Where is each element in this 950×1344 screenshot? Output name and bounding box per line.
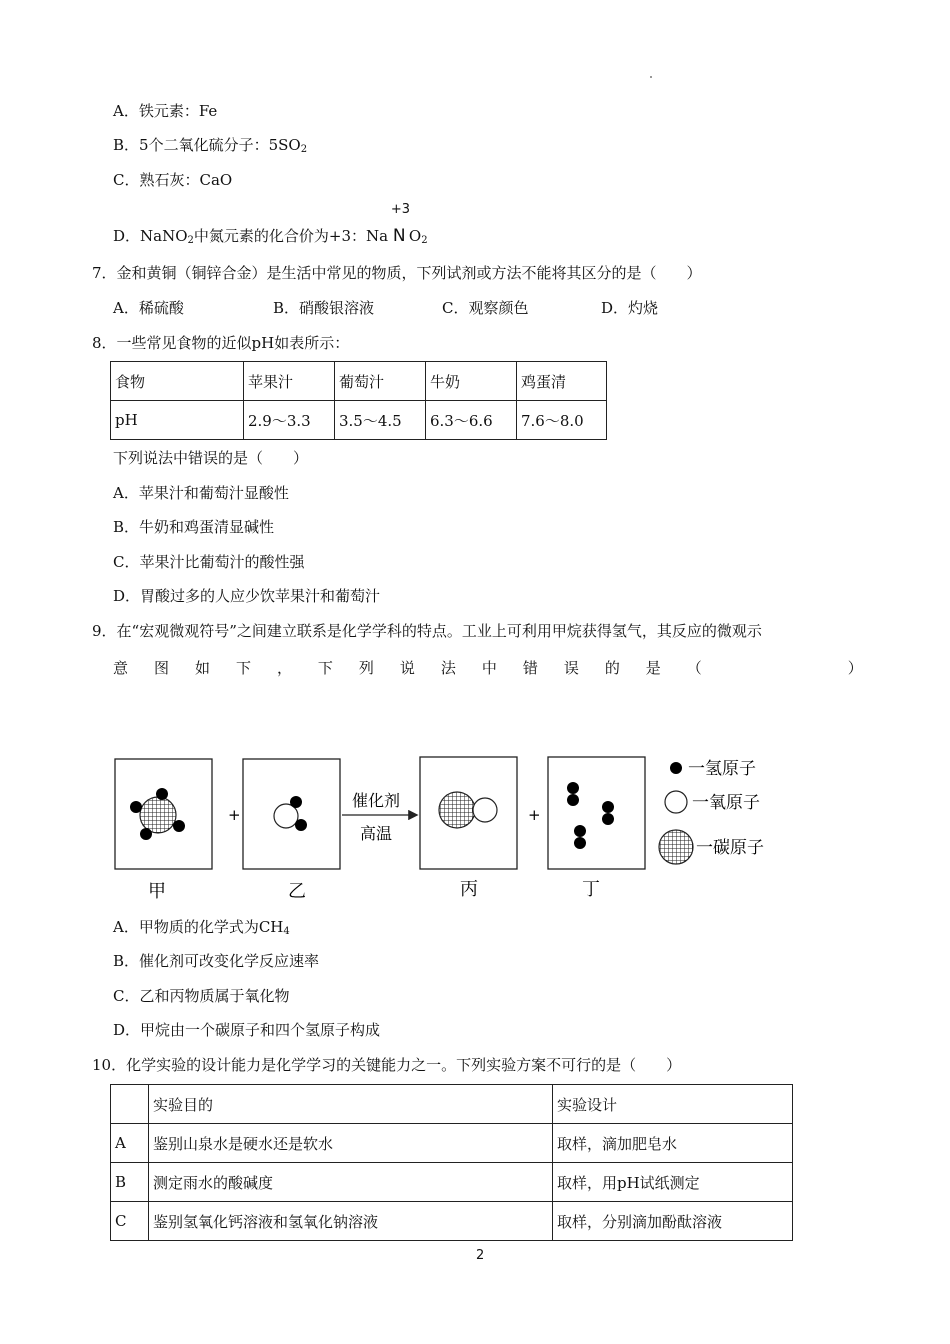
plus-sign: + xyxy=(228,806,241,824)
scan-dot xyxy=(650,76,652,78)
label-jia: 甲 xyxy=(148,881,166,902)
hydrogen-atom xyxy=(173,820,185,832)
table-cell: 苹果汁 xyxy=(244,362,335,401)
q8-option-c: C．苹果汁比葡萄汁的酸性强 xyxy=(113,553,305,571)
table-cell: 鉴别山泉水是硬水还是软水 xyxy=(149,1124,553,1163)
carbon-atom xyxy=(140,797,176,833)
table-row xyxy=(111,1124,793,1163)
q7-option-b: B．硝酸银溶液 xyxy=(273,299,375,317)
q9-option-a: A．甲物质的化学式为$CH_4$ xyxy=(113,918,290,937)
table-cell: 鉴别氢氧化钙溶液和氢氧化钠溶液 xyxy=(149,1202,553,1241)
legend-hydrogen-icon xyxy=(670,762,682,774)
hydrogen-atom xyxy=(574,825,586,837)
table-cell: 取样，分别滴加酚酞溶液 xyxy=(553,1202,793,1241)
table-cell xyxy=(111,1085,149,1124)
q7-option-d: D．灼烧 xyxy=(601,299,659,317)
label-yi: 乙 xyxy=(288,881,306,902)
q8-option-d: D．胃酸过多的人应少饮苹果汁和葡萄汁 xyxy=(113,587,381,605)
hydrogen-atom xyxy=(290,796,302,808)
condition-label: 高温 xyxy=(360,824,393,843)
q9-option-c: C．乙和丙物质属于氧化物 xyxy=(113,987,290,1005)
table-cell: pH xyxy=(111,401,244,440)
table-row xyxy=(111,1085,793,1124)
table-row xyxy=(111,1202,793,1241)
q6-option-c: C．熟石灰：CaO xyxy=(113,171,233,189)
q8-option-b: B．牛奶和鸡蛋清显碱性 xyxy=(113,518,275,536)
hydrogen-atom xyxy=(130,801,142,813)
table-row xyxy=(111,1163,793,1202)
table-cell: 鸡蛋清 xyxy=(517,362,607,401)
hydrogen-atom xyxy=(140,828,152,840)
hydrogen-atom xyxy=(567,794,579,806)
q7-option-a: A．稀硫酸 xyxy=(113,299,184,317)
table-row xyxy=(111,362,607,401)
table-row xyxy=(111,401,607,440)
page-number: 2 xyxy=(476,1248,485,1263)
q9-stem-line1: 9．在“宏观微观符号”之间建立联系是化学学科的特点。工业上可利用甲烷获得氢气，其反应的微观示 xyxy=(92,622,762,640)
ph-table xyxy=(110,361,607,440)
table-cell: 牛奶 xyxy=(426,362,517,401)
hydrogen-atom xyxy=(602,813,614,825)
hydrogen-molecules xyxy=(567,782,614,849)
q9-option-d: D．甲烷由一个碳原子和四个氢原子构成 xyxy=(113,1021,381,1039)
table-cell: B xyxy=(111,1163,149,1202)
q8-stem: 8．一些常见食物的近似pH如表所示： xyxy=(92,334,350,352)
table-cell: 2.9～3.3 xyxy=(244,401,335,440)
table-cell: 6.3～6.6 xyxy=(426,401,517,440)
q7-option-c: C．观察颜色 xyxy=(442,299,529,317)
table-cell: A xyxy=(111,1124,149,1163)
carbon-atom xyxy=(439,792,475,828)
oxygen-atom xyxy=(473,798,497,822)
box-ding xyxy=(548,757,645,869)
label-ding: 丁 xyxy=(582,879,600,900)
q10-stem: 10．化学实验的设计能力是化学学习的关键能力之一。下列实验方案不可行的是（ ） xyxy=(92,1056,682,1074)
table-cell: 食物 xyxy=(111,362,244,401)
q6-option-a: A．铁元素：Fe xyxy=(113,102,218,120)
legend-oxygen-icon xyxy=(665,791,687,813)
table-cell: 取样，用pH试纸测定 xyxy=(553,1163,793,1202)
label-bing: 丙 xyxy=(460,879,478,900)
q6-option-b: B．5个二氧化硫分子：$5SO_2$ xyxy=(113,136,308,155)
table-cell: 实验目的 xyxy=(149,1085,553,1124)
table-cell: 取样，滴加肥皂水 xyxy=(553,1124,793,1163)
reaction-diagram xyxy=(100,740,790,910)
table-cell: 测定雨水的酸碱度 xyxy=(149,1163,553,1202)
q8-prompt: 下列说法中错误的是（ ） xyxy=(113,449,309,467)
legend-carbon: 一碳原子 xyxy=(696,838,764,858)
experiment-table xyxy=(110,1084,793,1241)
hydrogen-atom xyxy=(156,788,168,800)
table-cell: 3.5～4.5 xyxy=(335,401,426,440)
q7-stem: 7．金和黄铜（铜锌合金）是生活中常见的物质，下列试剂或方法不能将其区分的是（ ） xyxy=(92,264,702,282)
hydrogen-atom xyxy=(574,837,586,849)
hydrogen-atom xyxy=(602,801,614,813)
legend-hydrogen: 一氢原子 xyxy=(688,759,756,779)
legend-oxygen: 一氧原子 xyxy=(692,793,760,813)
legend-carbon-icon xyxy=(659,830,693,864)
plus-sign: + xyxy=(528,806,541,824)
carbon-monoxide-molecule xyxy=(439,792,497,828)
catalyst-label: 催化剂 xyxy=(352,791,401,810)
q8-option-a: A．苹果汁和葡萄汁显酸性 xyxy=(113,484,289,502)
q6-option-d: D．NaNO$_2$中氮元素的化合价为+3：Na +3 N $O_2$ xyxy=(113,202,428,246)
table-cell: C xyxy=(111,1202,149,1241)
q9-stem-line2: 意 图 如 下 ， 下 列 说 法 中 错 误 的 是 （ ） xyxy=(113,659,863,677)
hydrogen-atom xyxy=(567,782,579,794)
table-cell: 实验设计 xyxy=(553,1085,793,1124)
methane-molecule xyxy=(130,788,185,840)
hydrogen-atom xyxy=(295,819,307,831)
table-cell: 葡萄汁 xyxy=(335,362,426,401)
table-cell: 7.6～8.0 xyxy=(517,401,607,440)
water-molecule xyxy=(274,796,307,831)
q9-option-b: B．催化剂可改变化学反应速率 xyxy=(113,952,320,970)
valence-label: +3 xyxy=(390,202,411,217)
